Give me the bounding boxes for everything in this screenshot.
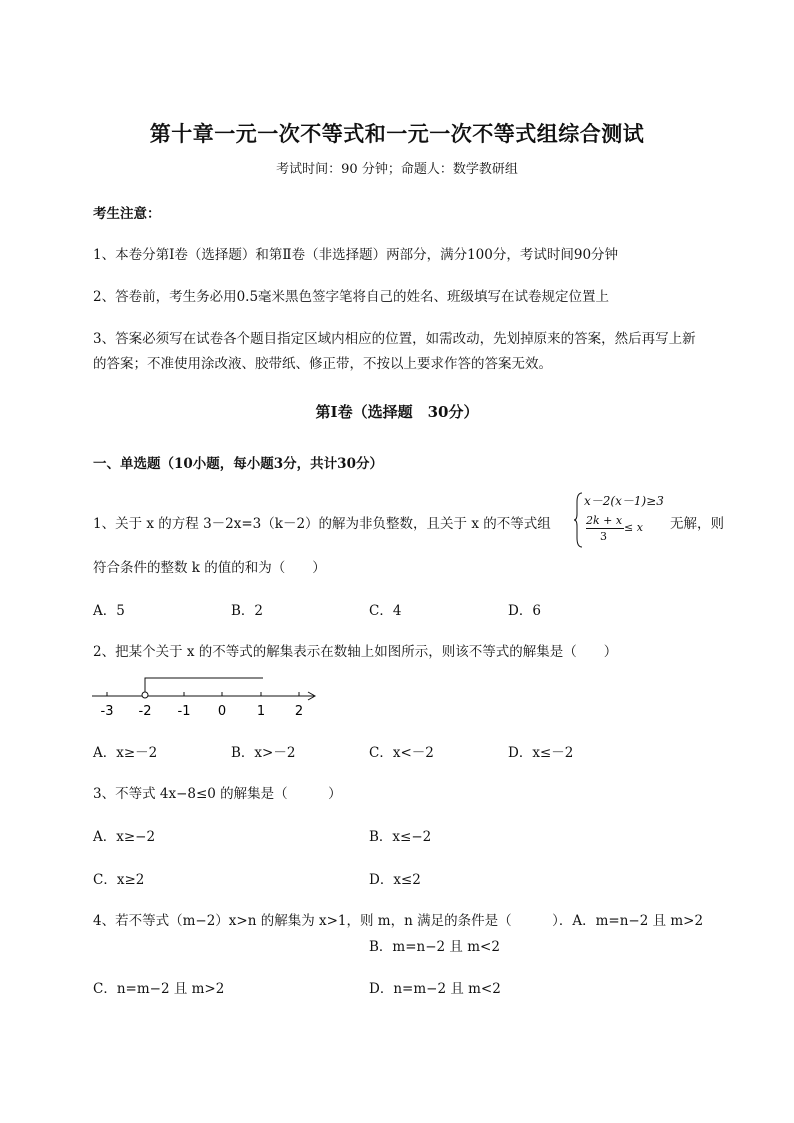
q4-option-c[interactable]: C．n=m−2 且 m>2 xyxy=(93,981,225,997)
number-line-svg xyxy=(88,672,328,722)
notice-heading: 考生注意： xyxy=(93,206,161,222)
document-subtitle: 考试时间：90 分钟；命题人：数学教研组 xyxy=(276,162,518,177)
system-row-2-denominator: 3 xyxy=(600,530,607,543)
tick-label-neg2: -2 xyxy=(138,704,152,719)
document-title: 第十章一元一次不等式和一元一次不等式组综合测试 xyxy=(149,121,645,146)
tick-label-1: 1 xyxy=(256,704,266,719)
tick-label-neg3: -3 xyxy=(100,704,114,719)
section-title: 第Ⅰ卷（选择题 30分） xyxy=(315,403,479,421)
notice-item-2: 2、答卷前，考生务必用0.5毫米黑色签字笔将自己的姓名、班级填写在试卷规定位置上 xyxy=(93,289,610,305)
q3-option-b[interactable]: B．x≤−2 xyxy=(369,829,432,845)
number-line xyxy=(88,672,328,722)
question-2-text: 2、把某个关于 x 的不等式的解集表示在数轴上如图所示，则该不等式的解集是（ ） xyxy=(93,644,618,660)
notice-item-3-continued: 的答案；不准使用涂改液、胶带纸、修正带，不按以上要求作答的答案无效。 xyxy=(93,356,552,372)
q2-option-a[interactable]: A．x≥－2 xyxy=(93,745,158,761)
q1-option-b[interactable]: B．2 xyxy=(231,603,264,619)
tick-label-2: 2 xyxy=(294,704,304,719)
q3-option-a[interactable]: A．x≥−2 xyxy=(93,829,156,845)
open-endpoint xyxy=(142,692,148,698)
tick-label-0: 0 xyxy=(217,704,227,719)
system-row-1: x－2(x－1)≥3 xyxy=(584,494,664,508)
q1-option-d[interactable]: D．6 xyxy=(508,603,541,619)
q2-option-b[interactable]: B．x>－2 xyxy=(231,745,296,761)
question-1-tail: 无解，则 xyxy=(670,516,724,532)
q1-option-a[interactable]: A．5 xyxy=(93,603,125,619)
question-1-text: 1、关于 x 的方程 3－2x=3（k－2）的解为非负整数，且关于 x 的不等式组 xyxy=(93,516,551,532)
q4-option-b[interactable]: B．m=n−2 且 m<2 xyxy=(369,939,500,955)
inequality-system xyxy=(574,490,674,550)
notice-item-3: 3、答案必须写在试卷各个题目指定区域内相应的位置，如需改动，先划掉原来的答案，然后再写上新 xyxy=(93,331,696,347)
question-3-text: 3、不等式 4x−8≤0 的解集是（ ） xyxy=(93,786,342,802)
question-1-line-2: 符合条件的整数 k 的值的和为（ ） xyxy=(93,560,326,576)
solution-ray xyxy=(145,678,263,693)
q3-option-c[interactable]: C．x≥2 xyxy=(93,872,145,888)
part-heading: 一、单选题（10小题，每小题3分，共计30分） xyxy=(93,456,383,472)
q3-option-d[interactable]: D．x≤2 xyxy=(369,872,421,888)
tick-label-neg1: -1 xyxy=(177,704,191,719)
question-4-text: 4、若不等式（m−2）x>n 的解集为 x>1，则 m，n 满足的条件是（ ）．A．m=n−2 且 m>2 xyxy=(93,913,704,929)
q2-option-c[interactable]: C．x<－2 xyxy=(369,745,434,761)
system-row-2-numerator: 2k + x xyxy=(586,514,623,527)
q2-option-d[interactable]: D．x≤－2 xyxy=(508,745,574,761)
q4-option-d[interactable]: D．n=m−2 且 m<2 xyxy=(369,981,501,997)
notice-item-1: 1、本卷分第Ⅰ卷（选择题）和第Ⅱ卷（非选择题）两部分，满分100分，考试时间90分钟 xyxy=(93,247,619,263)
q1-option-c[interactable]: C．4 xyxy=(369,603,402,619)
system-row-2-relation: ≤ x xyxy=(624,521,643,534)
fraction-bar xyxy=(586,528,624,529)
